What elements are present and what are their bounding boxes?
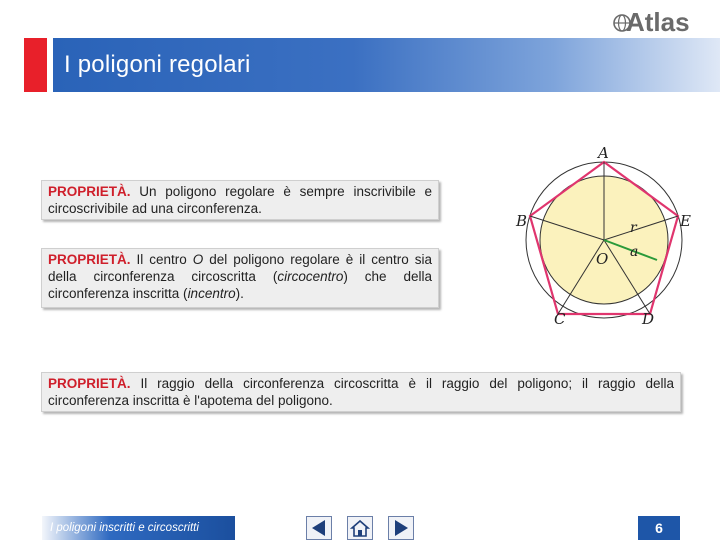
vertex-a-label: A bbox=[598, 146, 609, 162]
prev-button[interactable] bbox=[306, 516, 332, 540]
property-keyword: PROPRIETÀ. bbox=[48, 252, 131, 267]
property-text-run: ) che della circonferenza inscritta ( bbox=[48, 269, 432, 301]
apothem-label: a bbox=[630, 244, 639, 260]
property-text bbox=[48, 376, 674, 408]
center-label: O bbox=[596, 250, 609, 268]
atlas-logo bbox=[612, 6, 702, 36]
footer-section-label: I poligoni inscritti e circoscritti bbox=[50, 522, 199, 534]
page-number: 6 bbox=[638, 516, 680, 540]
next-button[interactable] bbox=[388, 516, 414, 540]
property-keyword: PROPRIETÀ. bbox=[48, 376, 131, 391]
property-text-run: Il raggio della circonferenza circoscritta è il raggio del poligono; il raggio della circonferenza inscritta è l'apotema del poligono. bbox=[48, 376, 674, 408]
title-bar bbox=[24, 38, 720, 92]
property-italic-term: O bbox=[192, 252, 204, 267]
page-title: I poligoni regolari bbox=[64, 51, 251, 78]
vertex-e-label: E bbox=[680, 212, 691, 230]
vertex-b-label: B bbox=[516, 212, 528, 230]
next-icon bbox=[389, 517, 413, 539]
vertex-c-label: C bbox=[554, 310, 566, 326]
property-box-3 bbox=[41, 372, 681, 412]
title-accent bbox=[24, 38, 47, 92]
vertex-d-label: D bbox=[642, 310, 655, 326]
property-italic-term: incentro bbox=[187, 286, 236, 301]
globe-icon bbox=[612, 6, 702, 36]
radius-label: r bbox=[630, 220, 637, 236]
property-italic-term: circocentro bbox=[277, 269, 344, 284]
property-box-1 bbox=[41, 180, 439, 220]
property-box-2 bbox=[41, 248, 439, 308]
logo-text: Atlas bbox=[626, 7, 690, 36]
home-icon bbox=[348, 517, 372, 539]
home-button[interactable] bbox=[347, 516, 373, 540]
prev-icon bbox=[307, 517, 331, 539]
footer-section-bar bbox=[42, 516, 235, 540]
property-text-run: ). bbox=[235, 286, 244, 301]
property-text-run: del poligono regolare è il centro sia della circonferenza circoscritta ( bbox=[48, 252, 432, 284]
pentagon-diagram bbox=[514, 146, 694, 326]
pentagon-figure bbox=[514, 146, 694, 326]
property-text-run: Un poligono regolare è sempre inscrivibile e circoscrivibile ad una circonferenza. bbox=[48, 184, 432, 216]
property-keyword: PROPRIETÀ. bbox=[48, 184, 131, 199]
property-text-run: Il centro bbox=[130, 252, 193, 267]
